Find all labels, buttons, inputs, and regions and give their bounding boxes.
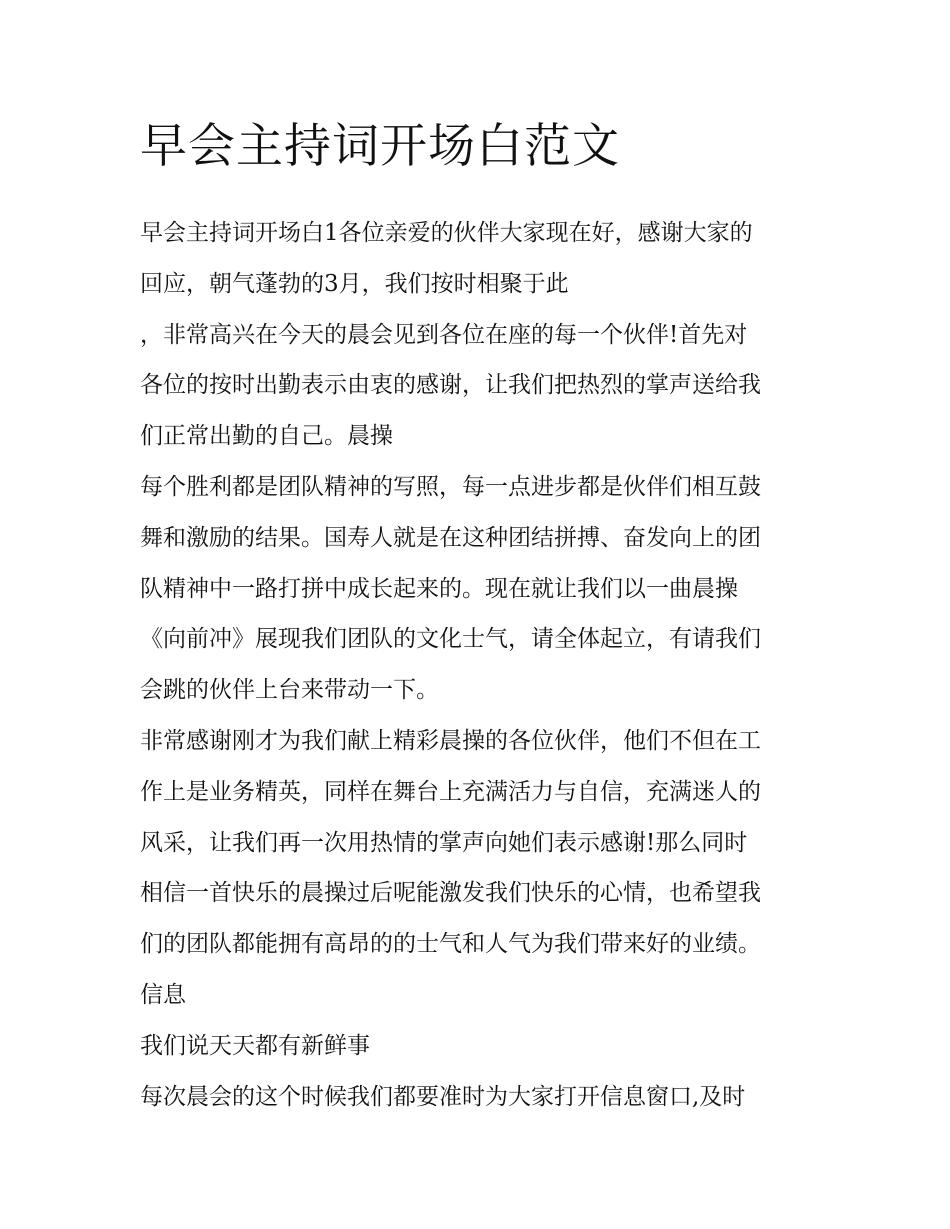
paragraph-line: 早会主持词开场白1各位亲爱的伙伴大家现在好，感谢大家的 [140, 220, 753, 246]
paragraph-line: 各位的按时出勤表示由衷的感谢，让我们把热烈的掌声送给我 [140, 372, 761, 399]
paragraph-line: 会跳的伙伴上台来带动一下。 [140, 677, 439, 704]
paragraph-line: 每个胜利都是团队精神的写照，每一点进步都是伙伴们相互鼓 [140, 473, 761, 500]
paragraph-line: 舞和激励的结果。国寿人就是在这种团结拼搏、奋发向上的团 [140, 524, 761, 551]
paragraph-line: ，非常高兴在今天的晨会见到各位在座的每一个伙伴!首先对 [140, 321, 748, 348]
paragraph-line: 信息 [140, 981, 186, 1008]
section-heading-info [140, 970, 820, 1021]
paragraph-news-window [140, 1072, 820, 1123]
paragraph-line: 《向前冲》展现我们团队的文化士气，请全体起立，有请我们 [140, 626, 761, 653]
paragraph-greeting [140, 310, 820, 462]
paragraph-line: 队精神中一路打拼中成长起来的。现在就让我们以一曲晨操 [140, 575, 738, 602]
document-title: 早会主持词开场白范文 [140, 119, 620, 174]
paragraph-line: 我们说天天都有新鲜事 [140, 1032, 370, 1059]
paragraph-line: 非常感谢刚才为我们献上精彩晨操的各位伙伴，他们不但在工 [140, 727, 761, 754]
paragraph-line: 每次晨会的这个时候我们都要准时为大家打开信息窗口,及时 [140, 1083, 746, 1110]
paragraph-news-intro [140, 1021, 820, 1072]
paragraph-line: 风采，让我们再一次用热情的掌声向她们表示感谢!那么同时 [140, 829, 748, 856]
paragraph-line: 们的团队都能拥有高昂的的士气和人气为我们带来好的业绩。 [140, 931, 761, 958]
paragraph-line: 相信一首快乐的晨操过后呢能激发我们快乐的心情，也希望我 [140, 880, 761, 907]
paragraph-line: 作上是业务精英，同样在舞台上充满活力与自信，充满迷人的 [140, 778, 761, 805]
paragraph-line: 回应，朝气蓬勃的3月，我们按时相聚于此 [140, 270, 569, 297]
paragraph-thanks [140, 716, 820, 970]
document-page [140, 112, 820, 1122]
paragraph-team-spirit [140, 462, 820, 716]
paragraph-opening [140, 208, 820, 310]
paragraph-line: 们正常出勤的自己。晨操 [140, 423, 393, 450]
